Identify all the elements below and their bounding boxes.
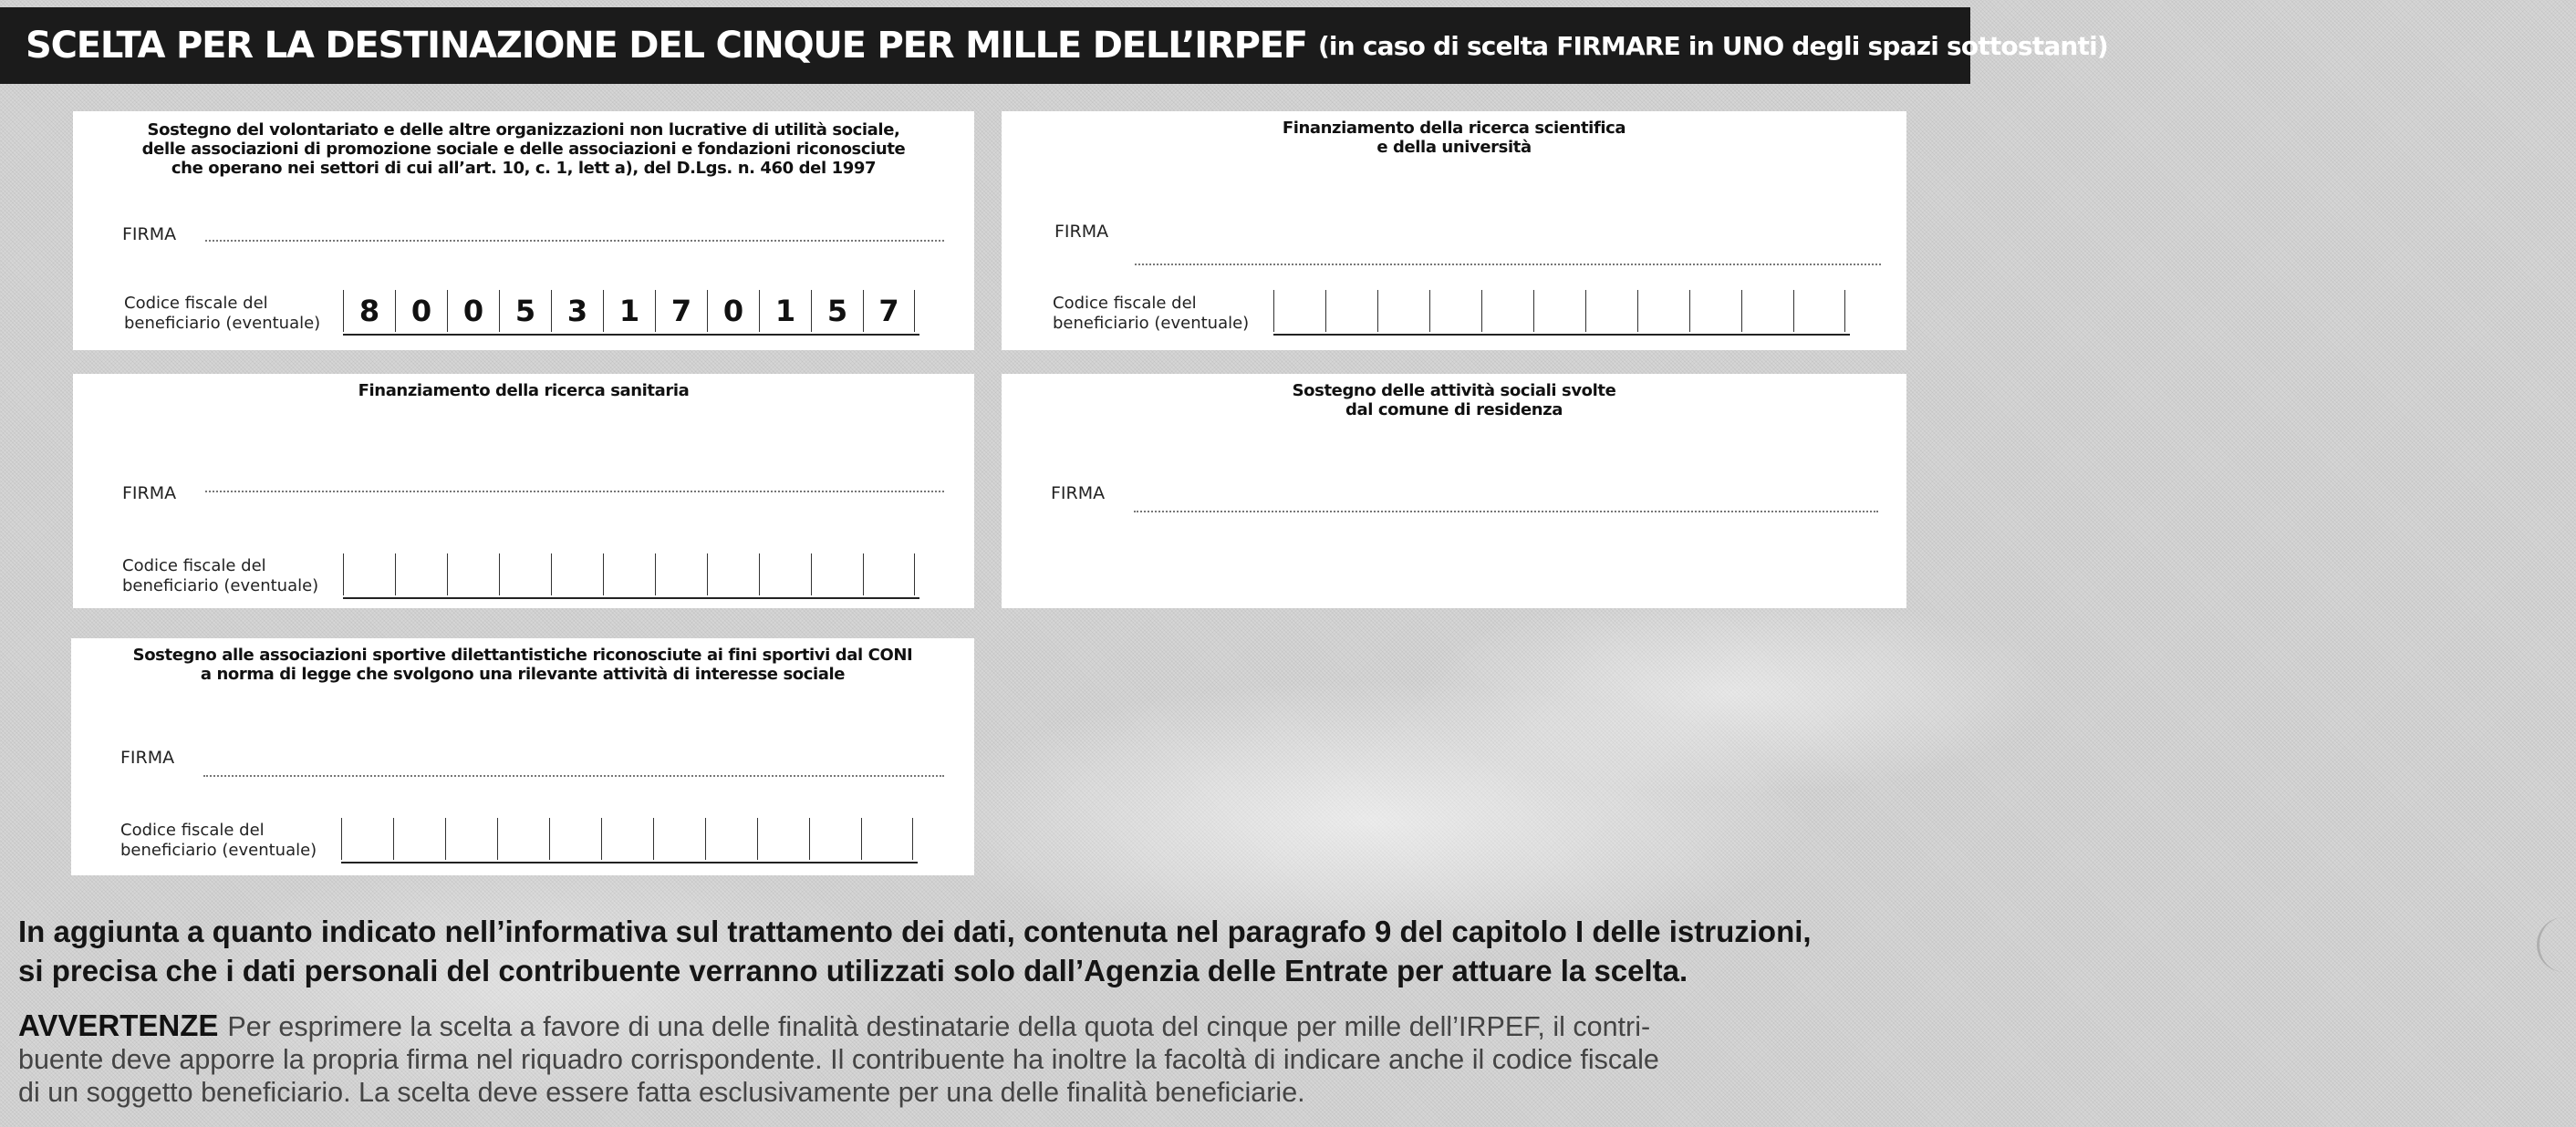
- firma-signature-line[interactable]: [205, 491, 944, 492]
- codice-fiscale-digit[interactable]: [603, 553, 655, 595]
- box-sportive-title: Sostegno alle associazioni sportive dilettantistiche riconosciute ai fini sportivi dal CONI a norma di legge che svolgono una rilevante attività di interesse sociale: [132, 646, 913, 684]
- codice-fiscale-digit[interactable]: 0: [395, 290, 447, 332]
- codice-fiscale-digit[interactable]: [393, 818, 445, 860]
- codice-fiscale-digit[interactable]: [861, 818, 913, 860]
- codice-fiscale-field[interactable]: [343, 290, 919, 336]
- box-ricerca-scientifica-title: Finanziamento della ricerca scientifica e della università: [1282, 119, 1626, 157]
- avvertenze-label: AVVERTENZE: [18, 1008, 219, 1042]
- firma-label: FIRMA: [1054, 222, 1109, 242]
- codice-fiscale-digit[interactable]: [447, 553, 499, 595]
- smudge-mark: [2537, 917, 2576, 972]
- codice-fiscale-digit[interactable]: [549, 818, 601, 860]
- codice-fiscale-digit[interactable]: [341, 818, 393, 860]
- codice-fiscale-digit[interactable]: 7: [655, 290, 707, 332]
- codice-fiscale-label: Codice fiscale del beneficiario (eventuale): [1053, 294, 1250, 333]
- codice-fiscale-digit[interactable]: [395, 553, 447, 595]
- codice-fiscale-digit[interactable]: 5: [811, 290, 863, 332]
- box-ricerca-sanitaria: [73, 374, 974, 608]
- codice-fiscale-digit[interactable]: [811, 553, 863, 595]
- box-comune-title: Sostegno delle attività sociali svolte dal comune di residenza: [1292, 381, 1616, 419]
- codice-fiscale-digit[interactable]: [863, 553, 915, 595]
- box-ricerca-scientifica: [1002, 111, 1906, 350]
- codice-fiscale-digit[interactable]: [1689, 290, 1741, 332]
- firma-signature-line[interactable]: [205, 240, 944, 242]
- codice-fiscale-digit[interactable]: [707, 553, 759, 595]
- codice-fiscale-digit[interactable]: [445, 818, 497, 860]
- codice-fiscale-digit[interactable]: [653, 818, 705, 860]
- firma-label: FIRMA: [122, 224, 177, 244]
- codice-fiscale-digit[interactable]: [1377, 290, 1429, 332]
- form-title: SCELTA PER LA DESTINAZIONE DEL CINQUE PER MILLE DELL’IRPEF: [26, 25, 1307, 67]
- codice-fiscale-digit[interactable]: [1481, 290, 1533, 332]
- codice-fiscale-label: Codice fiscale del beneficiario (eventuale): [124, 294, 321, 333]
- codice-fiscale-digit[interactable]: 7: [863, 290, 915, 332]
- box-sportive: [71, 638, 974, 875]
- codice-fiscale-digit[interactable]: [1793, 290, 1845, 332]
- box-volontariato-title: Sostegno del volontariato e delle altre organizzazioni non lucrative di utilità sociale, delle associazioni di promozione sociale e delle associazioni e fondazioni riconosciute che operano nei settori di cui all’art. 10, c. 1, lett a), del D.Lgs. n. 460 del 1997: [141, 120, 906, 178]
- box-ricerca-sanitaria-title: Finanziamento della ricerca sanitaria: [358, 381, 690, 400]
- codice-fiscale-digit[interactable]: 0: [447, 290, 499, 332]
- codice-fiscale-digit[interactable]: [551, 553, 603, 595]
- firma-label: FIRMA: [120, 748, 175, 768]
- codice-fiscale-digit[interactable]: 3: [551, 290, 603, 332]
- codice-fiscale-digit[interactable]: [601, 818, 653, 860]
- codice-fiscale-label: Codice fiscale del beneficiario (eventuale): [122, 556, 319, 595]
- codice-fiscale-digit[interactable]: 8: [343, 290, 395, 332]
- codice-fiscale-digit[interactable]: [1325, 290, 1377, 332]
- codice-fiscale-digit[interactable]: [705, 818, 757, 860]
- form-subtitle: (in caso di scelta FIRMARE in UNO degli spazi sottostanti): [1317, 30, 2108, 61]
- privacy-notice: In aggiunta a quanto indicato nell’informativa sul trattamento dei dati, contenuta nel paragrafo 9 del capitolo I delle istruzioni, si precisa che i dati personali del contribuente verranno utilizzati solo dall’Agenzia delle Entrate per attuare la scelta.: [18, 915, 1812, 987]
- form-header: [0, 7, 2108, 84]
- codice-fiscale-digit[interactable]: [809, 818, 861, 860]
- codice-fiscale-digit[interactable]: [499, 553, 551, 595]
- codice-fiscale-digit[interactable]: [1273, 290, 1325, 332]
- firma-signature-line[interactable]: [203, 775, 944, 777]
- firma-signature-line[interactable]: [1134, 511, 1878, 512]
- codice-fiscale-digit[interactable]: 0: [707, 290, 759, 332]
- codice-fiscale-field[interactable]: [343, 553, 919, 599]
- firma-label: FIRMA: [122, 483, 177, 503]
- avvertenze-notice: AVVERTENZE Per esprimere la scelta a favore di una delle finalità destinatarie della quota del cinque per mille dell’IRPEF, il contri- buente deve apporre la propria firma nel riquadro corrispondente. Il contribuente ha inoltre la facoltà di indicare anche il codice fiscale di un soggetto beneficiario. La scelta deve essere fatta esclusivamente per una delle finalità beneficiarie.: [18, 1008, 1659, 1108]
- firma-label: FIRMA: [1051, 483, 1106, 503]
- codice-fiscale-digit[interactable]: [343, 553, 395, 595]
- codice-fiscale-digit[interactable]: [1429, 290, 1481, 332]
- codice-fiscale-digit[interactable]: [497, 818, 549, 860]
- codice-fiscale-digit[interactable]: 1: [759, 290, 811, 332]
- codice-fiscale-label: Codice fiscale del beneficiario (eventuale): [120, 821, 317, 860]
- codice-fiscale-digit[interactable]: 5: [499, 290, 551, 332]
- codice-fiscale-digit[interactable]: [1533, 290, 1585, 332]
- codice-fiscale-digit[interactable]: [757, 818, 809, 860]
- firma-signature-line[interactable]: [1135, 264, 1881, 265]
- codice-fiscale-digit[interactable]: [655, 553, 707, 595]
- codice-fiscale-digit[interactable]: [1637, 290, 1689, 332]
- codice-fiscale-digit[interactable]: [1741, 290, 1793, 332]
- codice-fiscale-digit[interactable]: [759, 553, 811, 595]
- codice-fiscale-digit[interactable]: 1: [603, 290, 655, 332]
- codice-fiscale-digit[interactable]: [1585, 290, 1637, 332]
- codice-fiscale-field[interactable]: [341, 818, 918, 863]
- box-comune: [1002, 374, 1906, 608]
- box-volontariato: [73, 111, 974, 350]
- codice-fiscale-field[interactable]: [1273, 290, 1850, 336]
